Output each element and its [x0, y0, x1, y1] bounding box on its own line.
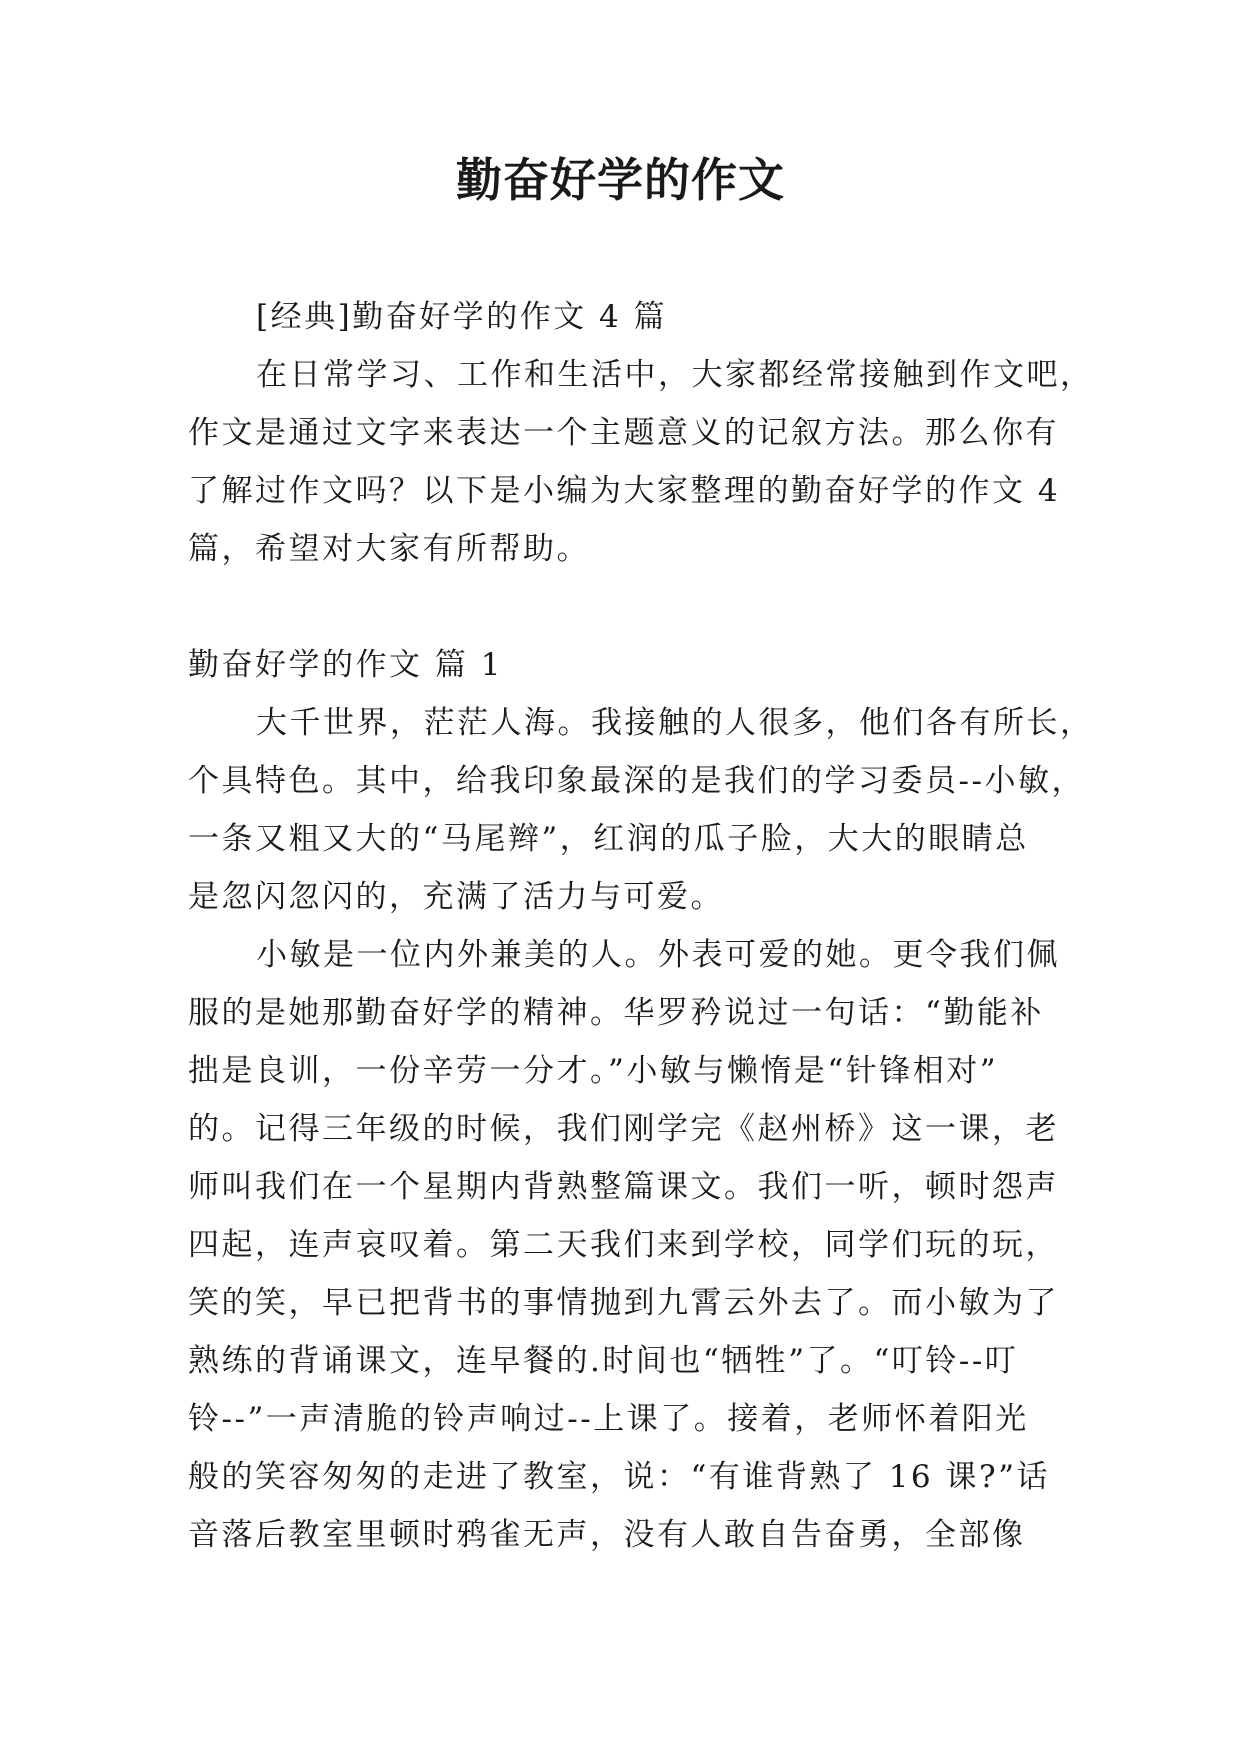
paragraph-line: 般的笑容匆匆的走进了教室，说：“有谁背熟了 16 课?”话	[188, 1459, 1050, 1495]
paragraph-line: 是忽闪忽闪的，充满了活力与可爱。	[188, 879, 724, 915]
paragraph-line: 熟练的背诵课文，连早餐的.时间也“牺牲”了。“叮铃--叮	[188, 1343, 1019, 1379]
paragraph-line: 一条又粗又大的“马尾辫”，红润的瓜子脸，大大的眼睛总	[188, 821, 1029, 857]
intro-heading: [经典]勤奋好学的作文 4 篇	[256, 299, 668, 335]
paragraph-line: 拙是良训，一份辛劳一分才。”小敏与懒惰是“针锋相对”	[188, 1053, 999, 1089]
paragraph-line: 在日常学习、工作和生活中，大家都经常接触到作文吧，	[256, 357, 1094, 393]
paragraph-line: 大千世界，茫茫人海。我接触的人很多，他们各有所长，	[256, 705, 1094, 741]
paragraph-line: 的。记得三年级的时候，我们刚学完《赵州桥》这一课，老	[188, 1111, 1059, 1147]
paragraph-line: 作文是通过文字来表达一个主题意义的记叙方法。那么你有	[188, 415, 1059, 451]
paragraph-line: 个具特色。其中，给我印象最深的是我们的学习委员--小敏，	[188, 763, 1085, 799]
paragraph-line: 了解过作文吗？以下是小编为大家整理的勤奋好学的作文 4	[188, 473, 1061, 509]
paragraph-line: 师叫我们在一个星期内背熟整篇课文。我们一听，顿时怨声	[188, 1169, 1059, 1205]
paragraph-spacer	[188, 578, 1054, 636]
paragraph-line: 服的是她那勤奋好学的精神。华罗矜说过一句话：“勤能补	[188, 995, 1044, 1031]
paragraph-line: 音落后教室里顿时鸦雀无声，没有人敢自告奋勇，全部像	[188, 1517, 1026, 1553]
document-title: 勤奋好学的作文	[456, 153, 785, 207]
document-body	[188, 288, 1094, 1564]
paragraph-line: 铃--”一声清脆的铃声响过--上课了。接着，老师怀着阳光	[188, 1401, 1029, 1437]
paragraph-line: 篇，希望对大家有所帮助。	[188, 531, 590, 567]
section-heading: 勤奋好学的作文 篇 1	[188, 647, 503, 683]
paragraph-line: 四起，连声哀叹着。第二天我们来到学校，同学们玩的玩，	[188, 1227, 1059, 1263]
paragraph-line: 笑的笑，早已把背书的事情抛到九霄云外去了。而小敏为了	[188, 1285, 1059, 1321]
paragraph-line: 小敏是一位内外兼美的人。外表可爱的她。更令我们佩	[256, 937, 1060, 973]
